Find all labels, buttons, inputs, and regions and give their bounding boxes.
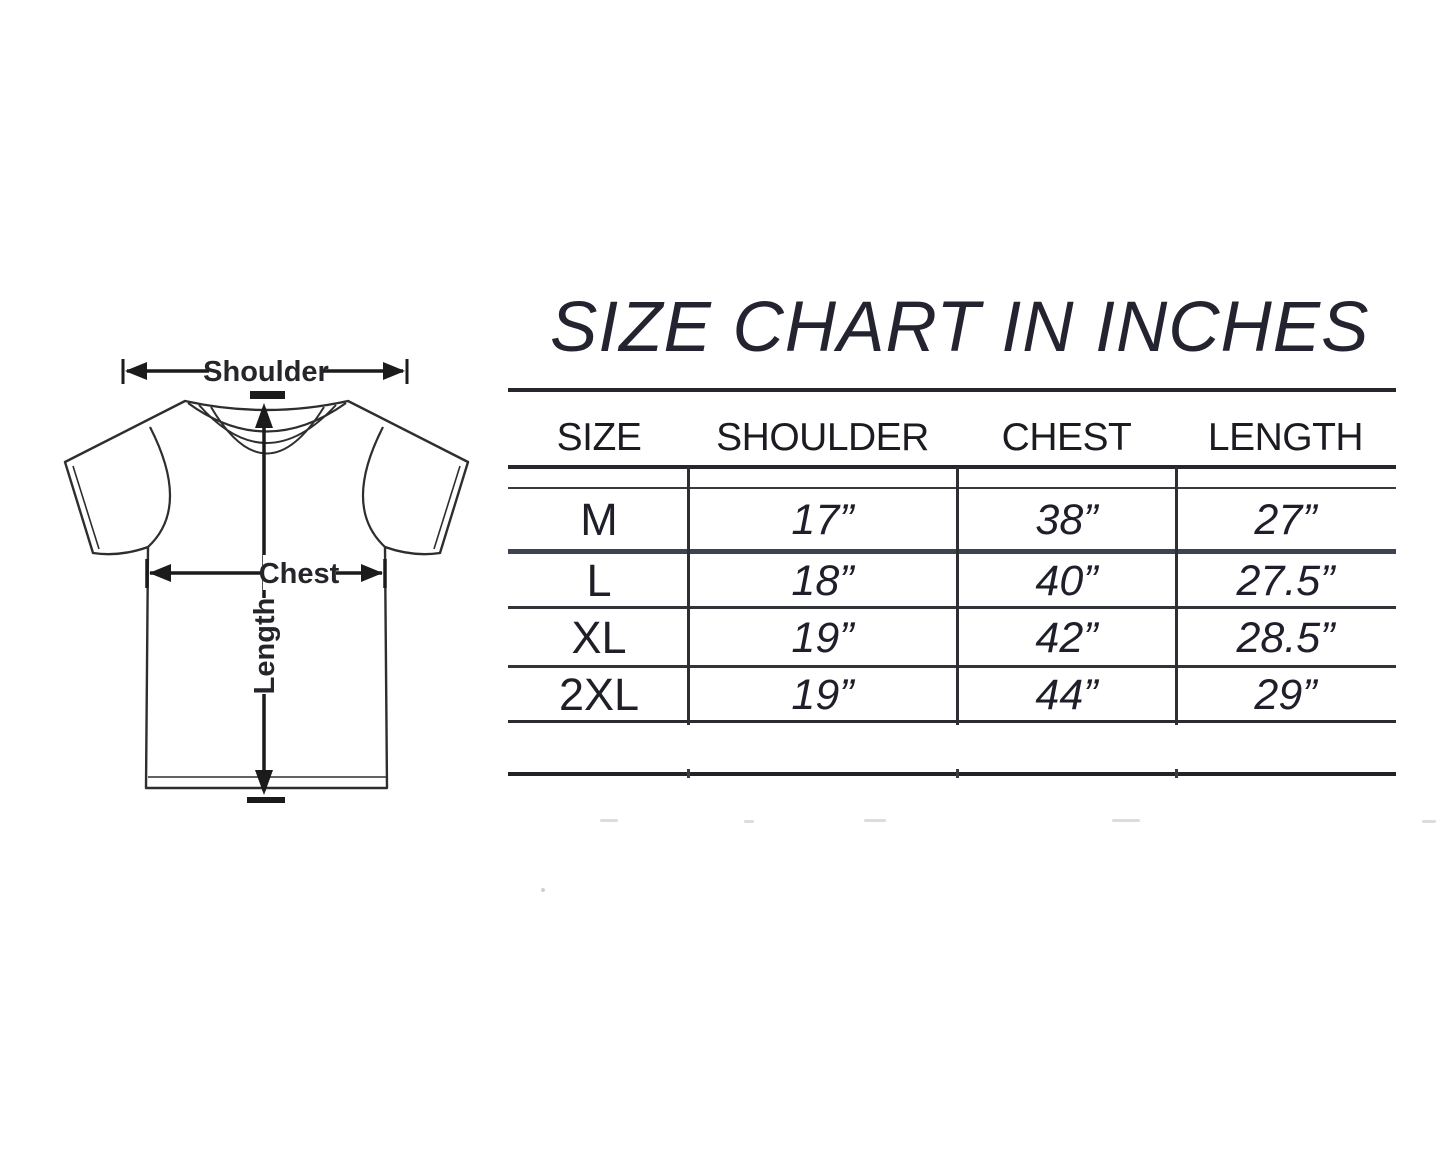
col-header-shoulder: SHOULDER [716, 416, 929, 459]
row-2xl-length: 29” [1254, 670, 1317, 719]
divider-remnant-1 [687, 769, 690, 778]
divider-remnant-2 [956, 769, 959, 778]
shoulder-arrowhead-right [383, 362, 405, 380]
row-m-chest: 38” [1035, 495, 1098, 544]
row-m-size: M [580, 494, 618, 545]
page-title: SIZE CHART IN INCHES [550, 288, 1370, 367]
row-l-size: L [586, 555, 612, 606]
artifact-smudge [864, 819, 886, 822]
divider-remnant-3 [1175, 769, 1178, 778]
col-header-length: LENGTH [1207, 416, 1364, 459]
row-m-length: 27” [1254, 495, 1317, 544]
length-top-tick [250, 391, 285, 399]
artifact-dot [541, 888, 545, 892]
length-label: Length [249, 597, 281, 695]
title-underline [508, 388, 1396, 392]
row-xl-chest: 42” [1035, 613, 1098, 662]
row-l-length: 27.5” [1236, 556, 1335, 605]
artifact-smudge [1112, 819, 1140, 822]
artifact-smudge [744, 820, 754, 823]
col-header-size: SIZE [556, 416, 642, 459]
row-xl-shoulder: 19” [791, 613, 854, 662]
chest-label: Chest [258, 558, 340, 590]
artifact-smudge [1422, 820, 1436, 823]
row-line-below-xl [508, 665, 1396, 668]
row-2xl-chest: 44” [1035, 670, 1098, 719]
row-xl-size: XL [571, 612, 627, 663]
row-l-chest: 40” [1035, 556, 1098, 605]
row-2xl-shoulder: 19” [791, 670, 854, 719]
artifact-smudge [600, 819, 618, 822]
table-bottom-line [508, 772, 1396, 776]
row-line-below-m [508, 549, 1396, 554]
shoulder-arrowhead-left [125, 362, 147, 380]
header-underline [508, 465, 1396, 469]
row-xl-length: 28.5” [1236, 613, 1335, 662]
header-sub-line [508, 487, 1396, 489]
row-2xl-size: 2XL [558, 669, 640, 720]
row-l-shoulder: 18” [791, 556, 854, 605]
tshirt-outline [65, 401, 468, 788]
row-m-shoulder: 17” [791, 495, 854, 544]
col-header-chest: CHEST [1001, 416, 1132, 459]
tshirt-measurement-diagram [30, 345, 480, 825]
shoulder-label: Shoulder [203, 356, 329, 388]
